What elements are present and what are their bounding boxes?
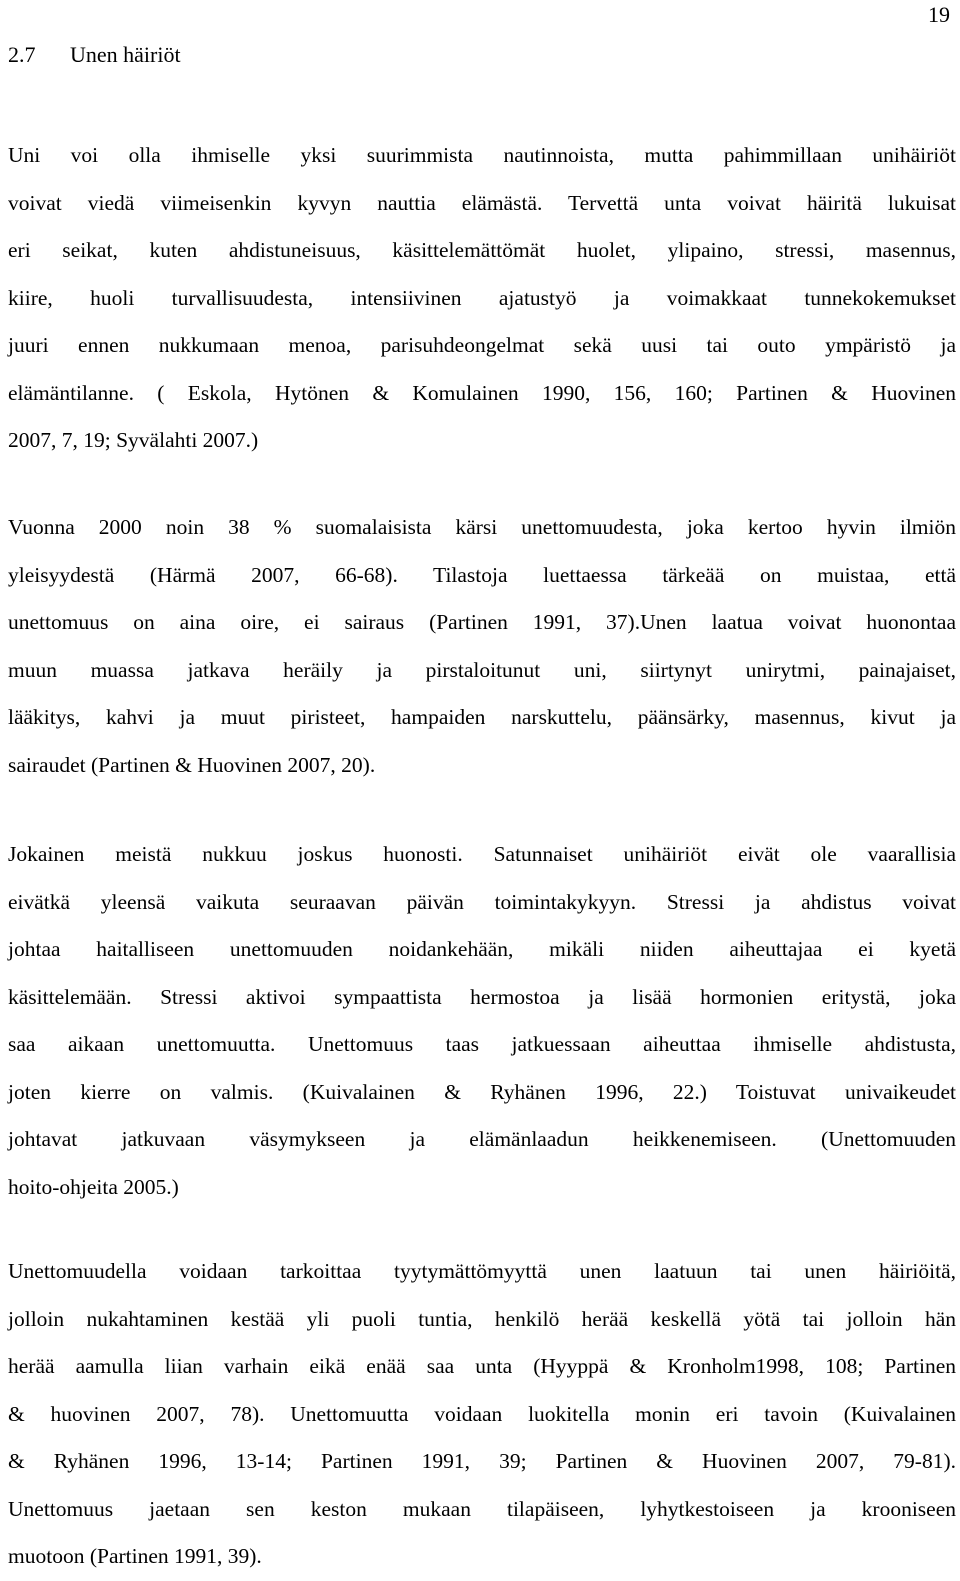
text-line: Unettomuus jaetaan sen keston mukaan tilapäiseen, lyhytkestoiseen ja krooniseen (8, 1496, 956, 1521)
paragraph-1 (8, 132, 956, 465)
text-line: Unettomuudella voidaan tarkoittaa tyytymättömyyttä unen laatuun tai unen häiriöitä, (8, 1259, 956, 1283)
text-line: sairaudet (Partinen & Huovinen 2007, 20). (8, 752, 376, 777)
text-line: unettomuus on aina oire, ei sairaus (Partinen 1991, 37).Unen laatua voivat huonontaa (8, 610, 956, 634)
section-heading (8, 42, 181, 68)
text-line: Uni voi olla ihmiselle yksi suurimmista nautinnoista, mutta pahimmillaan unihäiriöt (8, 143, 956, 167)
text-line: muotoon (Partinen 1991, 39). (8, 1544, 262, 1568)
text-line: joten kierre on valmis. (Kuivalainen & Ryhänen 1996, 22.) Toistuvat univaikeudet (8, 1079, 956, 1104)
section-title: Unen häiriöt (70, 42, 181, 67)
text-line: käsittelemään. Stressi aktivoi sympaattista hermostoa ja lisää hormonien eritystä, joka (8, 984, 956, 1009)
text-line: juuri ennen nukkumaan menoa, parisuhdeongelmat sekä uusi tai outo ympäristö ja (8, 333, 956, 357)
text-line: & Ryhänen 1996, 13-14; Partinen 1991, 39; Partinen & Huovinen 2007, 79-81). (8, 1449, 956, 1473)
text-line: muun muassa jatkava heräily ja pirstaloitunut uni, siirtynyt unirytmi, painajaiset, (8, 657, 956, 682)
text-line: eivätkä yleensä vaikuta seuraavan päivän toimintakykyyn. Stressi ja ahdistus voivat (8, 889, 956, 914)
text-line: elämäntilanne. ( Eskola, Hytönen & Komulainen 1990, 156, 160; Partinen & Huovinen (8, 380, 956, 405)
text-line: johtavat jatkuvaan väsymykseen ja elämänlaadun heikkenemiseen. (Unettomuuden (8, 1127, 956, 1151)
text-line: yleisyydestä (Härmä 2007, 66-68). Tilastoja luettaessa tärkeää on muistaa, että (8, 562, 956, 587)
paragraph-3 (8, 831, 956, 1211)
text-line: kiire, huoli turvallisuudesta, intensiivinen ajatustyö ja voimakkaat tunnekokemukset (8, 285, 956, 310)
paragraph-2 (8, 504, 956, 789)
text-line: & huovinen 2007, 78). Unettomuutta voidaan luokitella monin eri tavoin (Kuivalainen (8, 1401, 956, 1426)
text-line: hoito-ohjeita 2005.) (8, 1174, 179, 1199)
text-line: lääkitys, kahvi ja muut piristeet, hampaiden narskuttelu, päänsärky, masennus, kivut ja (8, 705, 956, 729)
text-line: johtaa haitalliseen unettomuuden noidankehään, mikäli niiden aiheuttajaa ei kyetä (8, 937, 956, 961)
text-line: jolloin nukahtaminen kestää yli puoli tuntia, henkilö herää keskellä yötä tai jolloin hän (8, 1306, 956, 1331)
text-line: 2007, 7, 19; Syvälahti 2007.) (8, 428, 259, 452)
section-number: 2.7 (8, 42, 36, 67)
text-line: voivat viedä viimeisenkin kyvyn nauttia elämästä. Tervettä unta voivat häiritä lukuisat (8, 190, 956, 215)
text-line: saa aikaan unettomuutta. Unettomuus taas jatkuessaan aiheuttaa ihmiselle ahdistusta, (8, 1032, 956, 1056)
text-line: Jokainen meistä nukkuu joskus huonosti. Satunnaiset unihäiriöt eivät ole vaarallisia (8, 842, 956, 866)
text-line: Vuonna 2000 noin 38 % suomalaisista kärsi unettomuudesta, joka kertoo hyvin ilmiön (8, 515, 956, 539)
page-number: 19 (928, 2, 950, 27)
text-line: eri seikat, kuten ahdistuneisuus, käsittelemättömät huolet, ylipaino, stressi, masennus, (8, 238, 956, 262)
text-line: herää aamulla liian varhain eikä enää saa unta (Hyyppä & Kronholm1998, 108; Partinen (8, 1354, 956, 1378)
paragraph-4 (8, 1248, 956, 1581)
